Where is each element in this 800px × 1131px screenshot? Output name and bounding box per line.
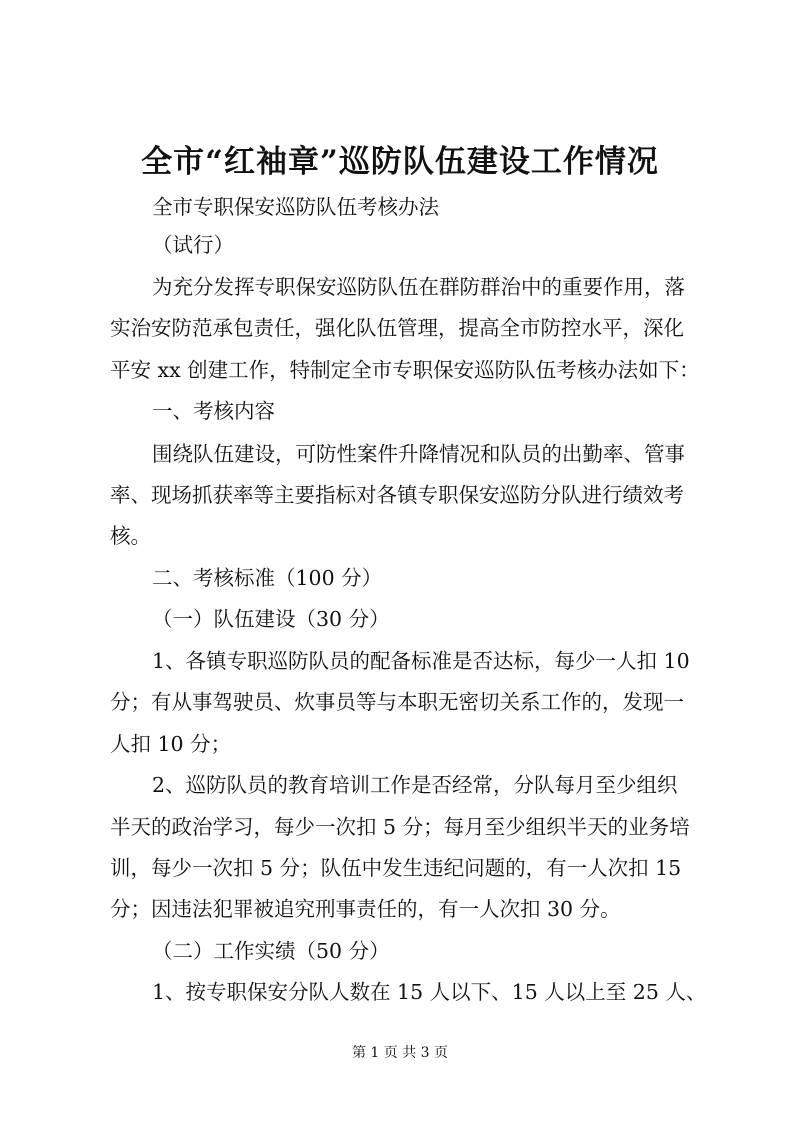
item1-line-3: 人扣 10 分； <box>110 732 232 756</box>
section1-line-2: 率、现场抓获率等主要指标对各镇专职保安巡防分队进行绩效考 <box>110 483 684 507</box>
page-footer: 第 1 页 共 3 页 <box>351 1045 449 1061</box>
intro-line-3: 平安 xx 创建工作，特制定全市专职保安巡防队伍考核办法如下： <box>110 358 700 382</box>
document-title: 全市“红袖章”巡防队伍建设工作情况 <box>141 144 659 180</box>
item2-line-3: 训，每少一次扣 5 分；队伍中发生违纪问题的，有一人次扣 15 <box>110 856 682 880</box>
sub2-heading: （二）工作实绩（50 分） <box>152 939 390 963</box>
section1-line-3: 核。 <box>110 524 151 548</box>
subtitle: 全市专职保安巡防队伍考核办法 <box>152 195 439 219</box>
section1-line-1: 围绕队伍建设，可防性案件升降情况和队员的出勤率、管事 <box>152 442 685 466</box>
item2-line-2: 半天的政治学习，每少一次扣 5 分；每月至少组织半天的业务培 <box>110 815 690 839</box>
item1-line-1: 1、各镇专职巡防队员的配备标准是否达标，每少一人扣 10 <box>152 649 690 673</box>
sub1-heading: （一）队伍建设（30 分） <box>152 607 390 631</box>
intro-line-2: 实治安防范承包责任，强化队伍管理，提高全市防控水平，深化 <box>110 316 684 340</box>
trial-note: （试行） <box>152 233 234 257</box>
section2-heading: 二、考核标准（100 分） <box>152 566 383 590</box>
section1-heading: 一、考核内容 <box>152 399 275 423</box>
item2-line-1: 2、巡防队员的教育培训工作是否经常，分队每月至少组织 <box>152 773 678 797</box>
item1-line-2: 分；有从事驾驶员、炊事员等与本职无密切关系工作的，发现一 <box>110 690 684 714</box>
item3-line-1: 1、按专职保安分队人数在 15 人以下、15 人以上至 25 人、 <box>152 980 707 1004</box>
item2-line-4: 分；因违法犯罪被追究刑事责任的，有一人次扣 30 分。 <box>110 897 621 921</box>
intro-line-1: 为充分发挥专职保安巡防队伍在群防群治中的重要作用，落 <box>152 275 685 299</box>
